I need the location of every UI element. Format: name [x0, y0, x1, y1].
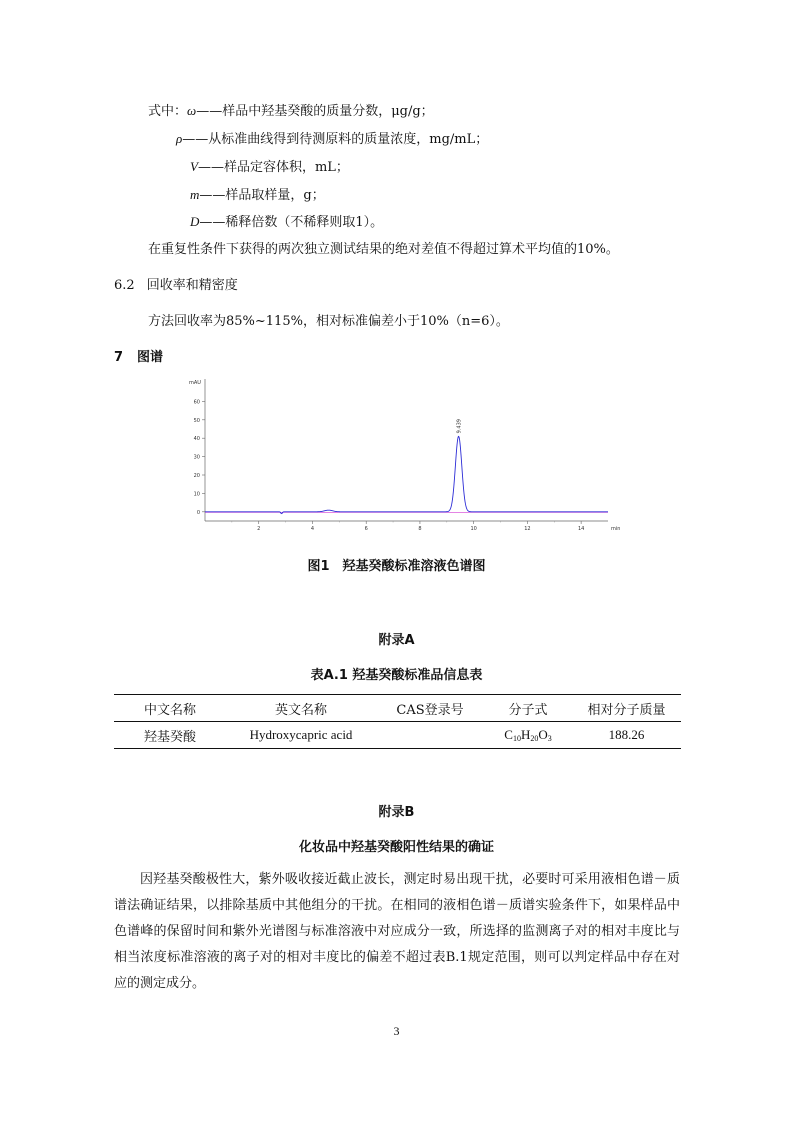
table-a1-title: 表A.1 羟基癸酸标准品信息表: [310, 668, 483, 683]
standard-info-table: [114, 694, 681, 749]
repeatability-text: 在重复性条件下获得的两次独立测试结果的绝对差值不得超过算术平均值的10%。: [148, 242, 619, 257]
x-tick-label: 12: [524, 526, 531, 532]
definition-m: ——样品取样量，g；: [199, 188, 325, 203]
y-tick-label: 50: [193, 417, 200, 424]
section-6-2-title: 回收率和精密度: [146, 278, 238, 293]
cell-formula: $C_{10}H_{20}O_3$: [504, 727, 552, 743]
symbol-d: D: [190, 214, 200, 229]
header-formula: 分子式: [508, 702, 548, 718]
cell-en-name: Hydroxycapric acid: [249, 727, 353, 742]
y-tick-label: 0: [196, 509, 200, 516]
symbol-m: m: [190, 187, 200, 202]
x-axis-label: min: [611, 526, 621, 532]
section-7-number: 7: [114, 350, 124, 365]
cell-mw: 188.26: [608, 727, 645, 742]
appendix-a-heading: 附录A: [378, 633, 415, 648]
y-tick-label: 40: [193, 436, 200, 443]
figure-1-caption: 图1 羟基癸酸标准溶液色谱图: [307, 559, 486, 574]
x-tick-label: 4: [310, 526, 315, 532]
symbol-omega: ω: [187, 103, 197, 118]
peak-label: 9.439: [456, 419, 463, 434]
section-7-title: 图谱: [137, 350, 164, 365]
x-tick-label: 14: [577, 526, 585, 532]
y-tick-label: 60: [193, 399, 200, 406]
cell-cas: [376, 722, 484, 749]
header-cas: CAS登录号: [396, 702, 464, 718]
x-tick-label: 2: [257, 526, 261, 532]
chromatogram-chart: [0, 0, 793, 560]
appendix-b-title: 化妆品中羟基癸酸阳性结果的确证: [298, 840, 494, 855]
definition-v: ——样品定容体积，mL；: [197, 160, 349, 175]
y-axis-label: mAU: [189, 380, 201, 386]
definitions-intro: 式中：: [148, 104, 188, 119]
definition-omega: ——样品中羟基癸酸的质量分数，μg/g；: [196, 104, 434, 119]
symbol-rho: ρ: [176, 131, 183, 146]
x-tick-label: 8: [418, 526, 422, 532]
header-mw: 相对分子质量: [587, 702, 666, 718]
y-tick-label: 10: [193, 491, 200, 498]
section-6-2-text: 方法回收率为85%~115%，相对标准偏差小于10%（n=6）。: [148, 314, 509, 329]
table-row: [114, 722, 681, 749]
header-cn-name: 中文名称: [143, 702, 196, 718]
cell-cn-name: 羟基癸酸: [143, 729, 196, 745]
table-header-row: [114, 695, 681, 722]
symbol-v: V: [190, 159, 198, 174]
page-number: 3: [393, 1024, 400, 1038]
x-tick-label: 10: [470, 526, 477, 532]
definition-d: ——稀释倍数（不稀释则取1）。: [199, 215, 384, 230]
appendix-b-heading: 附录B: [378, 805, 415, 820]
header-en-name: 英文名称: [274, 702, 327, 718]
signal-trace: [205, 436, 608, 513]
y-tick-label: 20: [193, 473, 200, 479]
definition-rho: ——从标准曲线得到待测原料的质量浓度，mg/mL；: [182, 132, 489, 147]
appendix-b-text: 因羟基癸酸极性大，紫外吸收接近截止波长，测定时易出现干扰，必要时可采用液相色谱－质谱法确证结果，以排除基质中其他组分的干扰。在相同的液相色谱－质谱实验条件下，如果样品中色谱峰的保留时间和紫外光谱图与标准溶液中对应成分一致，所选择的监测离子对的相对丰度比与相当浓度标准溶液的离子对的相对丰度比的偏差不超过表B.1规定范围，则可以判定样品中存在对应的测定成分。: [114, 872, 680, 991]
section-6-2-number: 6.2: [114, 278, 135, 293]
appendix-b-paragraph: [114, 867, 680, 997]
x-tick-label: 6: [364, 526, 368, 532]
y-tick-label: 30: [193, 454, 200, 461]
